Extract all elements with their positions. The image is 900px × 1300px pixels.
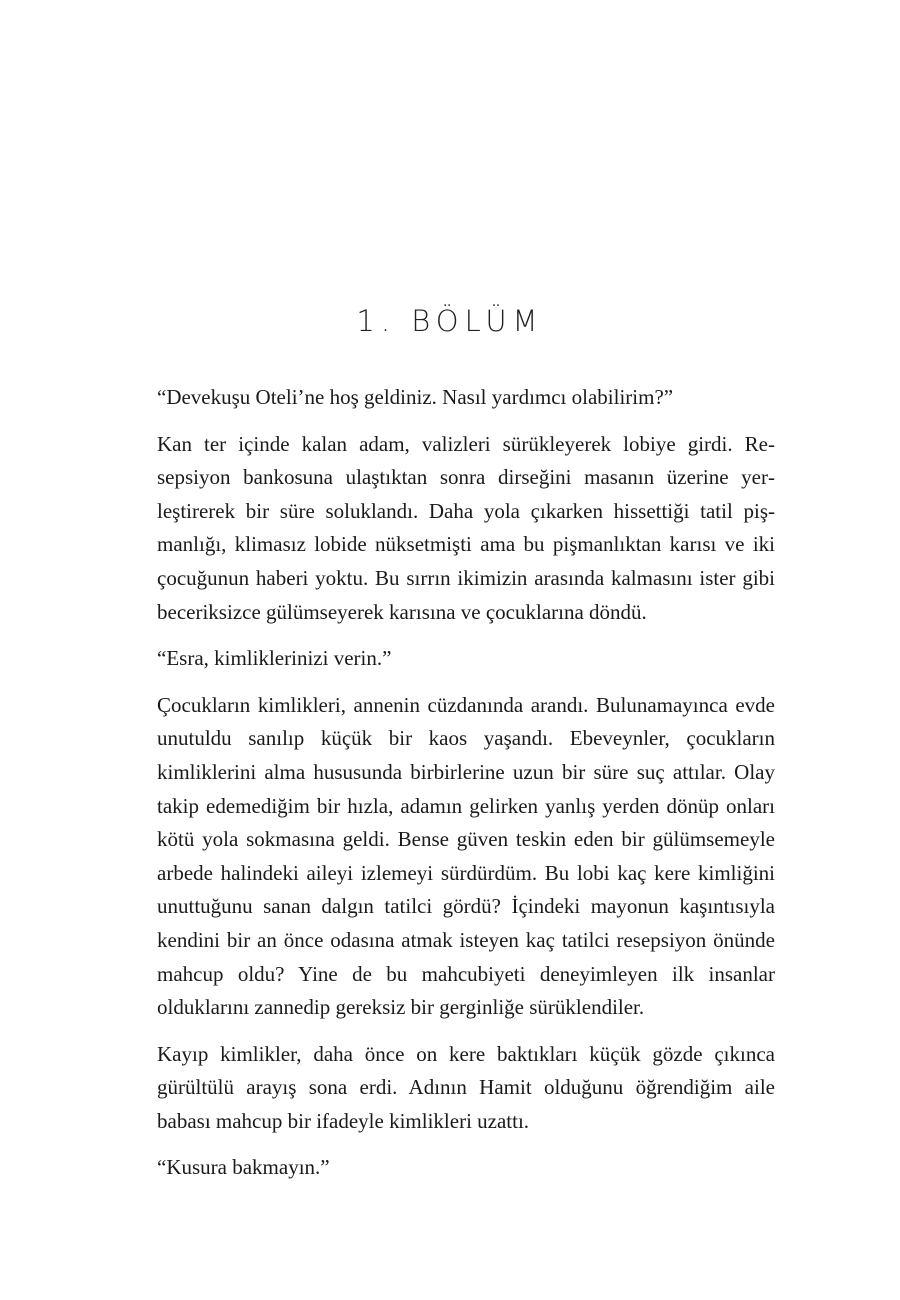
paragraph-greeting: “Devekuşu Oteli’ne hoş geldiniz. Nasıl yardımcı olabilirim?” bbox=[157, 385, 674, 409]
paragraph-ids-found: Kayıp kimlikler, daha önce on kere baktıkları küçük gözde çıkınca gürültülü arayış sona erdi. Adının Hamit olduğunu öğrendiğim aile babası mahcup bir ifadeyle kimlikleri uzattı. bbox=[157, 1041, 775, 1133]
chapter-body bbox=[157, 381, 775, 1198]
paragraph-esra: “Esra, kimliklerinizi verin.” bbox=[157, 646, 392, 671]
chapter-title: 1. BÖLÜM bbox=[356, 304, 544, 338]
paragraph-arrival: Kan ter içinde kalan adam, valizleri sürükleyerek lobiye girdi. Resepsiyon bankosuna ulaştıktan sonra dirseğini masanın üzerine yerleştirerek bir süre soluklandı. Daha yola çıkarken hissettiği tatil pişmanlığı, klimasız lobide nüksetmişti ama bu pişmanlıktan karısı ve iki çocuğunun haberi yoktu. Bu sırrın ikimizin arasında kalmasını ister gibi beceriksizce gülümseyerek karısına ve çocuklarına döndü. bbox=[157, 431, 775, 624]
paragraph-apology: “Kusura bakmayın.” bbox=[157, 1155, 330, 1180]
paragraph-ids-search: Çocukların kimlikleri, annenin cüzdanında arandı. Bulunamayınca evde unutuldu sanılıp küçük bir kaos yaşandı. Ebeveynler, çocukların kimliklerini alma hususunda birbirlerine uzun bir süre suç attılar. Olay takip edemediğim bir hızla, adamın gelirken yanlış yerden dönüp onları kötü yola sokmasına geldi. Bense güven teskin eden bir gülümsemeyle arbede halindeki aileyi izlemeyi sürdürdüm. Bu lobi kaç kere kimliğini unuttuğunu sanan dalgın tatilci gördü? İçindeki mayonun kaşıntısıyla kendini bir an önce odasına atmak isteyen kaç tatilci resepsiyon önünde mahcup oldu? Yine de bu mahcubiyeti deneyimleyen ilk insanlar olduklarını zannedip gereksiz bir gerginliğe sürüklendiler. bbox=[157, 692, 775, 1020]
